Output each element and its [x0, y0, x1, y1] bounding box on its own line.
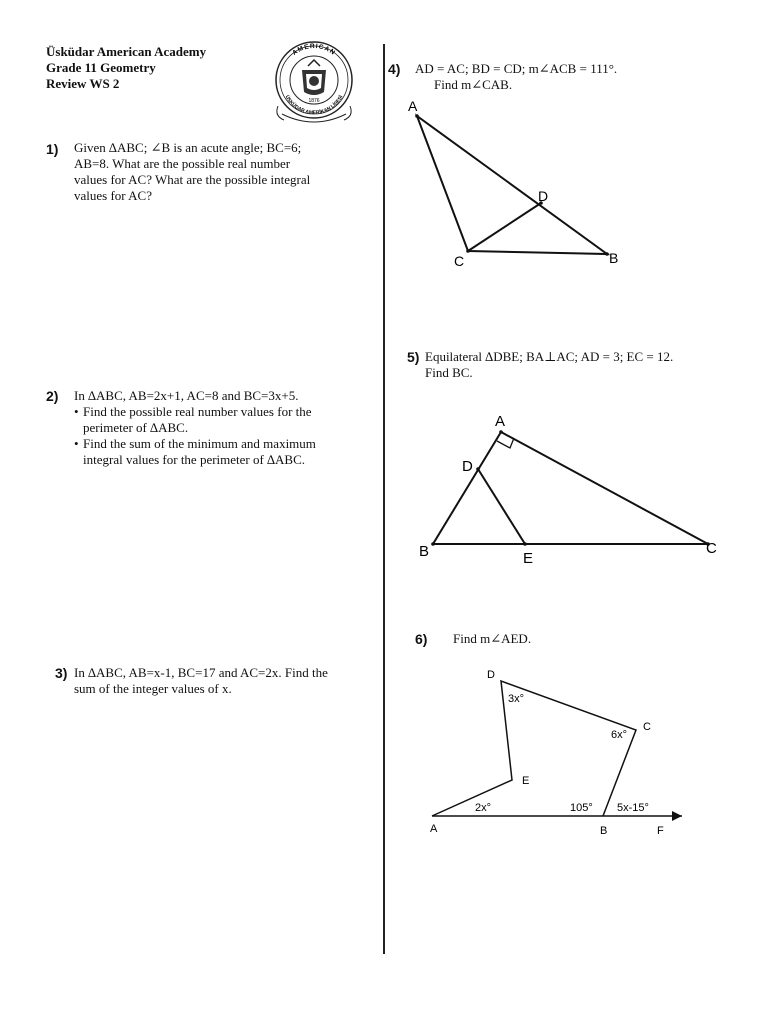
q4-triangle-diagram — [396, 96, 636, 276]
q1-line: Given ∆ABC; ∠B is an acute angle; BC=6; — [74, 140, 302, 155]
q4-label-a: A — [408, 98, 418, 114]
q5-label-a: A — [495, 413, 506, 430]
q2-bullet-line: • Find the possible real number values for the — [83, 404, 312, 419]
q2-bullet-line: perimeter of ∆ABC. — [83, 420, 189, 435]
q1-line: values for AC? What are the possible integral — [74, 172, 311, 187]
q6-angle-c: 6x° — [611, 729, 628, 741]
seal-top-text: AMERICAN — [291, 42, 337, 57]
q5-text — [425, 349, 673, 381]
q5-number: 5) — [407, 349, 420, 365]
q4-label-b: B — [609, 250, 619, 266]
q6-label-a: A — [430, 823, 438, 835]
q1-line: AB=8. What are the possible real number — [74, 156, 291, 171]
q2-text — [74, 388, 316, 468]
q2-intro: In ∆ABC, AB=2x+1, AC=8 and BC=3x+5. — [74, 388, 299, 403]
q4-label-d: D — [538, 188, 549, 204]
column-divider — [383, 44, 385, 954]
q5-label-b: B — [419, 543, 430, 560]
seal-year: 1876 — [308, 98, 320, 104]
q4-text — [415, 61, 617, 93]
q6-text: Find m∠AED. — [453, 631, 532, 646]
q2-bullet-line: integral values for the perimeter of ∆ABC. — [83, 452, 306, 467]
q6-label-e: E — [522, 775, 530, 787]
school-name: Üsküdar American Academy — [46, 44, 207, 59]
q5-line: Find BC. — [425, 365, 473, 380]
q6-label-b: B — [600, 825, 608, 837]
q3-number: 3) — [55, 665, 68, 681]
q6-angle-b-right: 5x-15° — [617, 802, 649, 814]
worksheet-title: Review WS 2 — [46, 76, 120, 91]
q6-label-d: D — [487, 669, 495, 681]
q3-line: In ∆ABC, AB=x-1, BC=17 and AC=2x. Find the — [74, 665, 328, 680]
q6-polygon-diagram — [420, 660, 700, 840]
school-seal-logo — [272, 36, 356, 126]
q2-bullet — [74, 436, 316, 468]
course-name: Grade 11 Geometry — [46, 60, 156, 75]
q6-number: 6) — [415, 631, 428, 647]
q6-angle-d: 3x° — [508, 693, 525, 705]
q5-label-d: D — [462, 458, 473, 475]
q2-number: 2) — [46, 388, 59, 404]
q2-bullet-list — [74, 404, 316, 468]
q4-line: AD = AC; BD = CD; m∠ACB = 111°. — [415, 61, 618, 76]
q1-text — [74, 140, 310, 204]
q5-triangle-diagram — [408, 404, 738, 574]
q6-angle-a: 2x° — [475, 802, 492, 814]
q5-label-c: C — [706, 540, 717, 557]
q4-line: Find m∠CAB. — [434, 77, 513, 92]
q6-angle-b-left: 105° — [570, 802, 593, 814]
worksheet-header — [46, 44, 206, 92]
q6-label-c: C — [643, 721, 651, 733]
q3-text — [74, 665, 328, 697]
q2-bullet — [74, 404, 316, 436]
q2-bullet-line: • Find the sum of the minimum and maximum — [83, 436, 316, 451]
q5-line: Equilateral ∆DBE; BA⊥AC; AD = 3; EC = 12. — [425, 349, 674, 364]
q1-number: 1) — [46, 141, 59, 157]
q4-number: 4) — [388, 61, 401, 77]
q3-line: sum of the integer values of x. — [74, 681, 232, 696]
q5-label-e: E — [523, 550, 534, 567]
q1-line: values for AC? — [74, 188, 152, 203]
q6-label-f: F — [657, 825, 664, 837]
q4-label-c: C — [454, 253, 465, 269]
seal-bottom-text: ÜSKÜDAR AMERİKAN LİSESİ — [283, 94, 345, 117]
svg-text:ÜSKÜDAR AMERİKAN LİSESİ — [284, 93, 345, 116]
